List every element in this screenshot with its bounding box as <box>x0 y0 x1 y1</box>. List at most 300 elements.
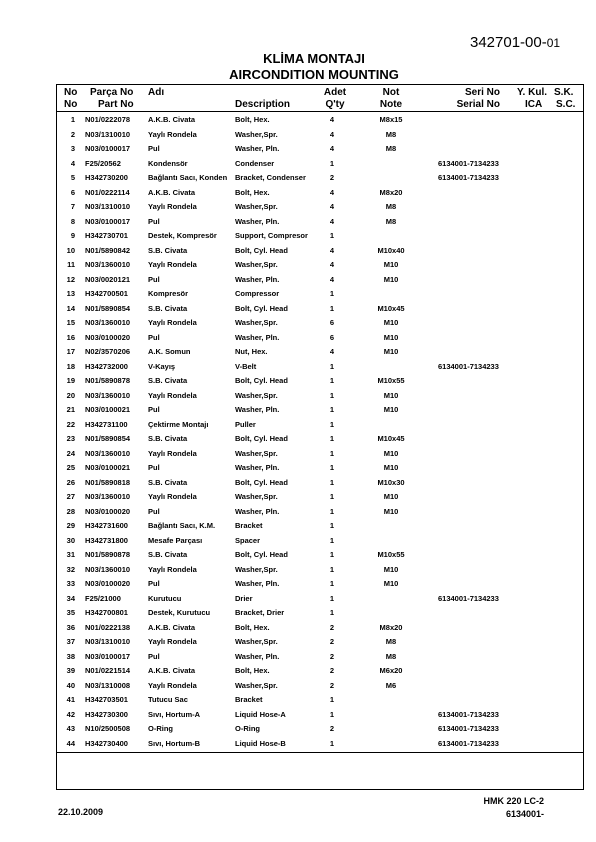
footer-model: HMK 220 LC-2 <box>483 796 544 806</box>
cell-part-description: V-Belt <box>235 361 257 371</box>
cell-quantity: 1 <box>329 492 335 501</box>
cell-part-description: Washer,Spr. <box>235 492 278 501</box>
cell-serial-range: 6134001-7134233 <box>438 173 499 182</box>
table-row <box>56 316 584 330</box>
table-row <box>56 360 584 374</box>
cell-part-description: Nut, Hex. <box>235 347 268 356</box>
document-number <box>470 34 560 51</box>
table-row <box>56 432 584 446</box>
table-row <box>56 171 584 185</box>
cell-row-number: 34 <box>66 593 75 603</box>
cell-part-name-tr: Bağlantı Sacı, Konden <box>148 173 228 182</box>
cell-part-number: N03/0100017 <box>85 216 131 226</box>
cell-part-description: Washer, Pln. <box>235 405 280 414</box>
cell-part-name-tr: Pul <box>148 274 160 284</box>
cell-row-number: 19 <box>66 376 75 385</box>
cell-part-number: H342730701 <box>85 231 128 240</box>
cell-part-description: Puller <box>235 419 256 429</box>
cell-part-name-tr: Destek, Kompresör <box>148 231 217 240</box>
cell-part-name-tr: Yaylı Rondela <box>148 448 197 458</box>
cell-note: M10x45 <box>377 303 405 313</box>
cell-note: M10 <box>383 564 399 574</box>
table-row <box>56 142 584 156</box>
table-row <box>56 592 584 606</box>
cell-note: M6 <box>385 680 397 690</box>
table-row <box>56 418 584 432</box>
table-row <box>56 461 584 475</box>
cell-note: M10 <box>383 463 399 472</box>
table-row <box>56 577 584 591</box>
cell-quantity: 4 <box>329 274 335 284</box>
cell-part-description: Compressor <box>235 289 280 298</box>
header-serial-no: Seri No <box>464 87 500 98</box>
cell-row-number: 24 <box>66 448 75 458</box>
cell-row-number: 10 <box>66 245 75 255</box>
cell-note: M8 <box>385 144 397 153</box>
header-no-en: No <box>64 99 78 110</box>
cell-part-name-tr: Pul <box>148 579 160 588</box>
cell-part-name-tr: Kondensör <box>148 158 188 168</box>
table-row <box>56 374 584 388</box>
cell-quantity: 1 <box>329 303 335 313</box>
cell-part-name-tr: Kompresör <box>148 289 189 298</box>
cell-quantity: 4 <box>329 260 335 269</box>
cell-row-number: 21 <box>66 405 75 414</box>
cell-part-name-tr: Sıvı, Hortum-A <box>148 709 201 719</box>
table-bottom-divider <box>56 752 584 753</box>
cell-quantity: 6 <box>329 332 335 342</box>
cell-part-name-tr: V-Kayış <box>148 361 176 371</box>
header-ica-en: ICA <box>525 99 543 110</box>
cell-note: M8x20 <box>379 187 403 197</box>
cell-part-description: Bracket <box>235 521 263 530</box>
cell-row-number: 39 <box>66 666 75 675</box>
header-part-no-en: Part No <box>98 99 134 110</box>
cell-note: M10 <box>383 506 399 516</box>
table-row <box>56 621 584 635</box>
cell-row-number: 29 <box>66 521 75 530</box>
cell-part-description: Washer,Spr. <box>235 390 278 400</box>
cell-part-name-tr: Yaylı Rondela <box>148 318 197 327</box>
cell-part-description: Washer,Spr. <box>235 202 278 211</box>
cell-part-name-tr: S.B. Civata <box>148 550 188 559</box>
cell-part-number: N03/1360010 <box>85 564 131 574</box>
cell-part-number: N03/1310010 <box>85 637 131 646</box>
cell-note: M10 <box>383 332 399 342</box>
cell-quantity: 1 <box>329 506 335 516</box>
cell-part-description: Bolt, Cyl. Head <box>235 245 288 255</box>
table-row <box>56 534 584 548</box>
cell-note: M10 <box>383 390 399 400</box>
cell-part-number: N01/0222138 <box>85 622 131 632</box>
header-divider <box>56 111 584 112</box>
cell-part-description: Washer,Spr. <box>235 637 278 646</box>
cell-part-name-tr: Yaylı Rondela <box>148 637 197 646</box>
cell-note: M8x20 <box>379 622 403 632</box>
cell-part-name-tr: Yaylı Rondela <box>148 260 197 269</box>
cell-part-number: N03/0100020 <box>85 506 131 516</box>
cell-quantity: 1 <box>329 564 335 574</box>
cell-note: M10 <box>383 492 399 501</box>
cell-part-description: Bracket, Drier <box>235 608 285 617</box>
cell-serial-range: 6134001-7134233 <box>438 709 499 719</box>
cell-part-description: Bolt, Cyl. Head <box>235 303 288 313</box>
header-note-en: Note <box>379 99 403 110</box>
cell-quantity: 2 <box>329 666 335 675</box>
cell-part-description: Bolt, Cyl. Head <box>235 550 288 559</box>
cell-part-description: Washer,Spr. <box>235 680 278 690</box>
header-qty-en: Q'ty <box>325 99 345 110</box>
cell-note: M8 <box>385 202 397 211</box>
cell-part-description: Washer, Pln. <box>235 651 280 661</box>
table-row <box>56 490 584 504</box>
table-row <box>56 200 584 214</box>
cell-quantity: 1 <box>329 419 335 429</box>
cell-row-number: 4 <box>70 158 75 168</box>
cell-quantity: 1 <box>329 535 335 545</box>
cell-row-number: 33 <box>66 579 75 588</box>
cell-part-name-tr: A.K.B. Civata <box>148 115 196 124</box>
cell-row-number: 28 <box>66 506 75 516</box>
header-part-no: Parça No <box>90 87 134 98</box>
table-row <box>56 389 584 403</box>
footer-date: 22.10.2009 <box>58 807 104 817</box>
table-row <box>56 345 584 359</box>
cell-row-number: 1 <box>70 115 75 124</box>
cell-row-number: 30 <box>66 535 75 545</box>
cell-part-description: Washer,Spr. <box>235 260 278 269</box>
header-sc: S.K. <box>554 87 574 98</box>
cell-serial-range: 6134001-7134233 <box>438 738 499 748</box>
cell-part-number: N01/5890854 <box>85 303 131 313</box>
document-number-suffix: 01 <box>546 36 561 50</box>
cell-row-number: 13 <box>66 289 75 298</box>
cell-part-description: Spacer <box>235 535 261 545</box>
cell-part-number: N03/1310008 <box>85 680 131 690</box>
cell-quantity: 1 <box>329 695 335 704</box>
cell-serial-range: 6134001-7134233 <box>438 724 499 733</box>
cell-part-description: Washer, Pln. <box>235 332 280 342</box>
header-note: Not <box>382 87 400 98</box>
cell-note: M10x30 <box>377 477 405 487</box>
cell-quantity: 1 <box>329 593 335 603</box>
cell-quantity: 4 <box>329 245 335 255</box>
cell-quantity: 2 <box>329 651 335 661</box>
cell-part-name-tr: Yaylı Rondela <box>148 564 197 574</box>
cell-quantity: 1 <box>329 579 335 588</box>
cell-note: M8 <box>385 637 397 646</box>
cell-part-name-tr: Kurutucu <box>148 593 182 603</box>
cell-part-description: Bolt, Cyl. Head <box>235 376 288 385</box>
cell-part-description: Liquid Hose-B <box>235 738 286 748</box>
cell-part-name-tr: S.B. Civata <box>148 477 188 487</box>
cell-part-name-tr: Bağlantı Sacı, K.M. <box>148 521 216 530</box>
cell-part-name-tr: A.K.B. Civata <box>148 187 196 197</box>
table-row <box>56 563 584 577</box>
cell-part-number: N03/1310010 <box>85 129 131 139</box>
cell-part-number: H342700501 <box>85 289 128 298</box>
cell-part-description: Bolt, Cyl. Head <box>235 477 288 487</box>
cell-part-number: N10/2500508 <box>85 724 131 733</box>
cell-part-number: N03/0100020 <box>85 332 131 342</box>
cell-part-name-tr: Mesafe Parçası <box>148 535 203 545</box>
cell-row-number: 44 <box>66 738 75 748</box>
cell-part-description: Bolt, Hex. <box>235 666 270 675</box>
cell-part-name-tr: Yaylı Rondela <box>148 680 197 690</box>
cell-part-name-tr: Destek, Kurutucu <box>148 608 211 617</box>
table-row <box>56 273 584 287</box>
cell-part-number: N01/5890818 <box>85 477 131 487</box>
table-row <box>56 708 584 722</box>
cell-quantity: 4 <box>329 115 335 124</box>
cell-row-number: 7 <box>70 202 75 211</box>
cell-serial-range: 6134001-7134233 <box>438 158 499 168</box>
cell-part-number: N03/1310010 <box>85 202 131 211</box>
cell-note: M8x15 <box>379 115 403 124</box>
cell-quantity: 1 <box>329 158 335 168</box>
cell-part-description: Washer, Pln. <box>235 579 280 588</box>
cell-part-description: Bolt, Hex. <box>235 187 270 197</box>
cell-part-number: H342731600 <box>85 521 128 530</box>
cell-part-description: Washer,Spr. <box>235 448 278 458</box>
cell-row-number: 9 <box>70 231 75 240</box>
header-ica: Y. Kul. <box>517 87 548 98</box>
title-turkish: KLİMA MONTAJI <box>263 51 365 66</box>
cell-quantity: 2 <box>329 637 335 646</box>
cell-row-number: 11 <box>67 260 75 269</box>
table-row <box>56 679 584 693</box>
table-row <box>56 548 584 562</box>
table-row <box>56 215 584 229</box>
document-number-main: 342701-00- <box>470 34 547 51</box>
cell-quantity: 2 <box>329 724 335 733</box>
cell-part-name-tr: Yaylı Rondela <box>148 390 197 400</box>
cell-quantity: 4 <box>329 129 335 139</box>
cell-serial-range: 6134001-7134233 <box>438 361 499 371</box>
cell-quantity: 1 <box>329 361 335 371</box>
cell-part-number: H342730300 <box>85 709 128 719</box>
cell-quantity: 4 <box>329 216 335 226</box>
cell-note: M10 <box>383 318 399 327</box>
cell-quantity: 6 <box>329 318 335 327</box>
cell-quantity: 1 <box>329 289 335 298</box>
cell-part-description: Washer,Spr. <box>235 564 278 574</box>
cell-quantity: 1 <box>329 608 335 617</box>
cell-quantity: 1 <box>329 709 335 719</box>
cell-part-name-tr: A.K.B. Civata <box>148 622 196 632</box>
cell-part-description: Bolt, Hex. <box>235 115 270 124</box>
cell-quantity: 4 <box>329 202 335 211</box>
header-no: No <box>64 87 78 98</box>
cell-row-number: 37 <box>66 637 75 646</box>
cell-row-number: 36 <box>66 622 75 632</box>
cell-part-name-tr: S.B. Civata <box>148 434 188 443</box>
cell-part-number: N01/5890842 <box>85 245 131 255</box>
table-row <box>56 229 584 243</box>
cell-part-number: H342703501 <box>85 695 128 704</box>
cell-row-number: 23 <box>66 434 75 443</box>
cell-part-description: Bolt, Hex. <box>235 622 270 632</box>
cell-quantity: 1 <box>329 231 335 240</box>
cell-note: M10x55 <box>377 550 405 559</box>
cell-note: M10 <box>383 347 399 356</box>
cell-part-description: Support, Compresor <box>235 231 308 240</box>
cell-part-number: N01/5890854 <box>85 434 131 443</box>
table-row <box>56 244 584 258</box>
table-row <box>56 447 584 461</box>
cell-part-number: N01/0221514 <box>85 666 131 675</box>
cell-part-number: N03/1360010 <box>85 448 131 458</box>
cell-part-description: Washer,Spr. <box>235 318 278 327</box>
cell-row-number: 2 <box>70 129 75 139</box>
header-name: Adı <box>148 87 165 98</box>
cell-part-name-tr: Çektirme Montajı <box>148 419 209 429</box>
table-row <box>56 519 584 533</box>
table-row <box>56 737 584 751</box>
cell-part-number: N03/0100021 <box>85 405 131 414</box>
cell-note: M10 <box>383 448 399 458</box>
cell-row-number: 20 <box>66 390 75 400</box>
cell-part-number: F25/20562 <box>85 158 121 168</box>
table-row <box>56 331 584 345</box>
cell-part-name-tr: Pul <box>148 463 160 472</box>
table-row <box>56 635 584 649</box>
cell-part-number: N03/0100017 <box>85 144 131 153</box>
cell-part-number: H342700801 <box>85 608 128 617</box>
cell-part-number: N03/1360010 <box>85 260 131 269</box>
table-row <box>56 722 584 736</box>
table-row <box>56 302 584 316</box>
cell-quantity: 1 <box>329 477 335 487</box>
cell-part-name-tr: Pul <box>148 405 160 414</box>
cell-quantity: 1 <box>329 550 335 559</box>
cell-row-number: 12 <box>66 274 75 284</box>
cell-part-name-tr: Pul <box>148 144 160 153</box>
cell-part-description: Condenser <box>235 158 275 168</box>
cell-part-number: N01/5890878 <box>85 550 131 559</box>
cell-part-description: Washer, Pln. <box>235 216 280 226</box>
cell-part-description: O-Ring <box>235 724 260 733</box>
cell-row-number: 8 <box>70 216 75 226</box>
table-row <box>56 650 584 664</box>
cell-quantity: 1 <box>329 463 335 472</box>
cell-row-number: 32 <box>66 564 75 574</box>
table-row <box>56 186 584 200</box>
cell-row-number: 35 <box>66 608 75 617</box>
cell-row-number: 43 <box>66 724 75 733</box>
cell-part-description: Bracket, Condenser <box>235 173 306 182</box>
table-row <box>56 403 584 417</box>
header-description: Description <box>235 99 291 110</box>
cell-row-number: 6 <box>70 187 75 197</box>
cell-row-number: 5 <box>70 173 75 182</box>
cell-part-name-tr: Sıvı, Hortum-B <box>148 738 201 748</box>
cell-row-number: 42 <box>66 709 75 719</box>
cell-part-name-tr: S.B. Civata <box>148 245 188 255</box>
cell-row-number: 15 <box>66 318 75 327</box>
title-english: AIRCONDITION MOUNTING <box>229 67 399 82</box>
cell-quantity: 4 <box>329 347 335 356</box>
cell-quantity: 1 <box>329 448 335 458</box>
cell-part-description: Washer, Pln. <box>235 506 280 516</box>
cell-part-name-tr: Tutucu Sac <box>148 695 188 704</box>
cell-row-number: 17 <box>66 347 75 356</box>
table-row <box>56 157 584 171</box>
cell-part-number: H342730400 <box>85 738 128 748</box>
cell-part-number: N01/0222114 <box>85 187 130 197</box>
cell-note: M10x55 <box>377 376 405 385</box>
cell-part-number: N02/3570206 <box>85 347 131 356</box>
cell-part-name-tr: Yaylı Rondela <box>148 129 197 139</box>
table-row <box>56 664 584 678</box>
cell-quantity: 1 <box>329 376 335 385</box>
cell-part-name-tr: Yaylı Rondela <box>148 202 197 211</box>
cell-row-number: 31 <box>66 550 75 559</box>
cell-row-number: 3 <box>70 144 75 153</box>
cell-quantity: 4 <box>329 187 335 197</box>
cell-quantity: 1 <box>329 390 335 400</box>
header-sc-en: S.C. <box>556 99 576 110</box>
cell-part-name-tr: Pul <box>148 506 160 516</box>
cell-note: M10 <box>383 274 399 284</box>
cell-note: M10 <box>383 405 399 414</box>
table-row <box>56 693 584 707</box>
cell-quantity: 1 <box>329 521 335 530</box>
cell-note: M10 <box>383 260 399 269</box>
cell-note: M10x40 <box>377 245 405 255</box>
cell-row-number: 18 <box>66 361 75 371</box>
header-serial-no-en: Serial No <box>456 99 500 110</box>
cell-part-name-tr: A.K.B. Civata <box>148 666 196 675</box>
cell-part-description: Washer, Pln. <box>235 463 280 472</box>
cell-note: M10 <box>383 579 399 588</box>
cell-part-description: Liquid Hose-A <box>235 709 286 719</box>
cell-part-description: Washer,Spr. <box>235 129 278 139</box>
cell-part-number: N03/0100017 <box>85 651 131 661</box>
table-row <box>56 113 584 127</box>
cell-row-number: 41 <box>66 695 75 704</box>
cell-serial-range: 6134001-7134233 <box>438 593 499 603</box>
cell-note: M6x20 <box>379 666 403 675</box>
table-row <box>56 287 584 301</box>
cell-quantity: 2 <box>329 173 335 182</box>
cell-row-number: 14 <box>66 303 75 313</box>
cell-part-number: H342731800 <box>85 535 128 545</box>
table-row <box>56 476 584 490</box>
cell-row-number: 38 <box>66 651 75 661</box>
cell-part-description: Drier <box>235 593 253 603</box>
cell-row-number: 26 <box>66 477 75 487</box>
cell-row-number: 40 <box>66 680 75 690</box>
cell-part-number: H342731100 <box>85 419 128 429</box>
cell-row-number: 25 <box>66 463 75 472</box>
table-row <box>56 606 584 620</box>
cell-part-name-tr: Pul <box>148 651 160 661</box>
cell-part-number: N03/0100020 <box>85 579 131 588</box>
cell-quantity: 4 <box>329 144 335 153</box>
cell-note: M10x45 <box>377 434 405 443</box>
cell-part-number: H342732000 <box>85 361 128 371</box>
cell-part-name-tr: S.B. Civata <box>148 303 188 313</box>
cell-row-number: 16 <box>66 332 75 342</box>
cell-row-number: 22 <box>66 419 75 429</box>
cell-part-number: N03/1360010 <box>85 318 131 327</box>
cell-quantity: 1 <box>329 405 335 414</box>
cell-quantity: 2 <box>329 622 335 632</box>
cell-row-number: 27 <box>66 492 75 501</box>
header-qty: Adet <box>323 87 347 98</box>
cell-part-number: H342730200 <box>85 173 128 182</box>
